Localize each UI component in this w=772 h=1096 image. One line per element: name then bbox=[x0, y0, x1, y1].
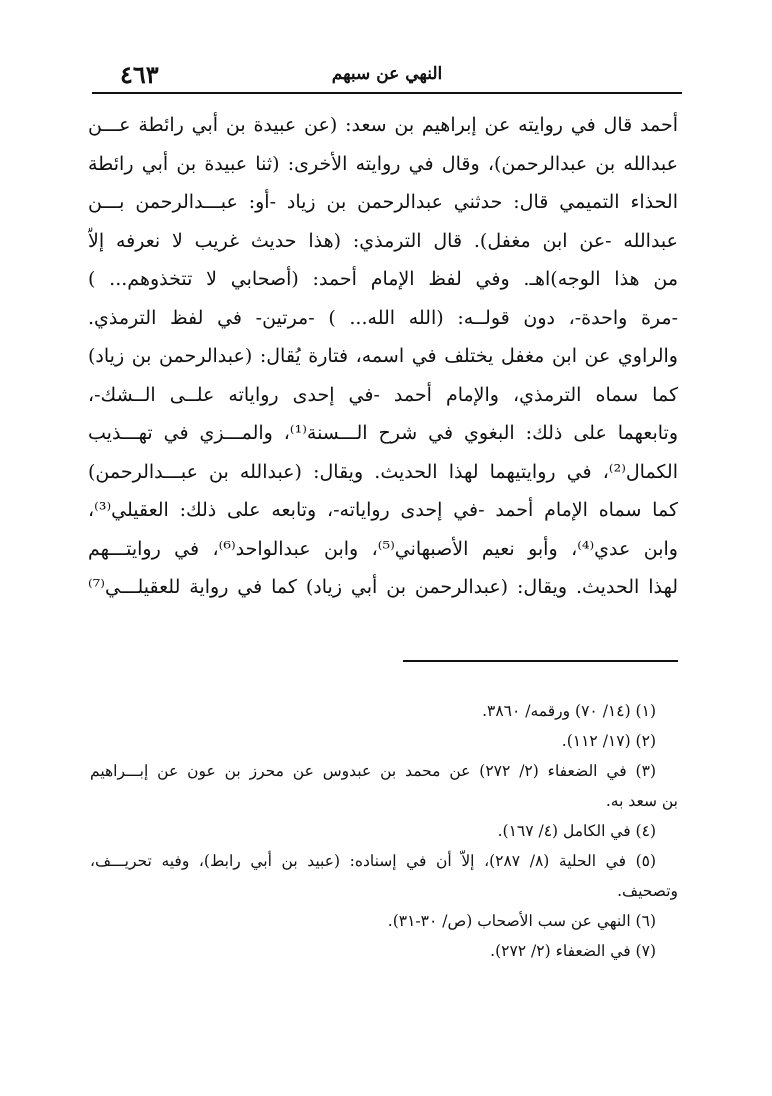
page-header bbox=[92, 58, 682, 94]
main-text bbox=[88, 106, 678, 607]
text-line: الحذاء التميمي قال: حدثني عبدالرحمن بن زياد -أو: عبـــدالرحمن بـــن bbox=[88, 191, 678, 213]
footnote-continuation: بن سعد به. bbox=[605, 792, 678, 810]
footnote: (٧) في الضعفاء (٢/ ٢٧٢). bbox=[490, 942, 656, 960]
text-line: كما سماه الإمام أحمد -في إحدى رواياته-، وتابعه على ذلك: العقيلي⁽³⁾، bbox=[88, 499, 678, 521]
footnote-continuation: وتصحيف. bbox=[617, 882, 678, 900]
text-line: وابن عدي⁽⁴⁾، وأبو نعيم الأصبهاني⁽⁵⁾، وابن عبدالواحد⁽⁶⁾، في روايتـــهم bbox=[88, 537, 678, 560]
text-line: كما سماه الترمذي، والإمام أحمد -في إحدى رواياته علــى الــشك-، bbox=[88, 383, 678, 406]
text-line: والراوي عن ابن مغفل يختلف في اسمه، فتارة يُقال: (عبدالرحمن بن زياد) bbox=[88, 345, 678, 367]
footnote: (٥) في الحلية (٨/ ٢٨٧)، إلاّ أن في إسناده: (عبيد بن أبي رابط)، وفيه تحريـــف، bbox=[90, 852, 657, 870]
footnote: (٣) في الضعفاء (٢/ ٢٧٢) عن محمد بن عبدوس عن محرز بن عون عن إبـــراهيم bbox=[90, 762, 656, 780]
page-number: ٤٦٣ bbox=[120, 60, 159, 89]
footnotes bbox=[90, 696, 678, 966]
text-line: الكمال⁽²⁾، في روايتيهما لهذا الحديث. ويقال: (عبدالله بن عبـــدالرحمن) bbox=[88, 460, 678, 483]
running-title: النهي عن سبهم bbox=[331, 64, 443, 84]
text-line: عبدالله -عن ابن مغفل). قال الترمذي: (هذا حديث غريب لا نعرفه إلاّ bbox=[88, 229, 678, 252]
footnote: (١) (١٤/ ٧٠) ورقمه/ ٣٨٦٠. bbox=[482, 702, 656, 720]
text-line: لهذا الحديث. ويقال: (عبدالرحمن بن أبي زياد) كما في رواية للعقيلـــي⁽⁷⁾ bbox=[88, 576, 678, 598]
footnote: (٢) (١٧/ ١١٢). bbox=[561, 732, 656, 750]
footnote: (٤) في الكامل (٤/ ١٦٧). bbox=[497, 822, 656, 840]
text-line: وتابعهما على ذلك: البغوي في شرح الـــسنة⁽¹⁾، والمـــزي في تهـــذيب bbox=[88, 422, 678, 444]
text-line: من هذا الوجه)اهـ. وفي لفظ الإمام أحمد: (أصحابي لا تتخذوهم... ) bbox=[88, 268, 678, 290]
text-line: عبدالله بن عبدالرحمن)، وقال في روايته الأخرى: (ثنا عبيدة بن أبي رائطة bbox=[88, 152, 678, 175]
text-line: أحمد قال في روايته عن إبراهيم بن سعد: (عن عبيدة بن أبي رائطة عـــن bbox=[88, 114, 678, 136]
text-line: -مرة واحدة-، دون قولــه: (الله الله... ) -مرتين- في لفظ الترمذي. bbox=[88, 306, 678, 329]
footnote-divider bbox=[403, 660, 678, 662]
footnote: (٦) النهي عن سب الأصحاب (ص/ ٣٠-٣١). bbox=[387, 912, 656, 930]
